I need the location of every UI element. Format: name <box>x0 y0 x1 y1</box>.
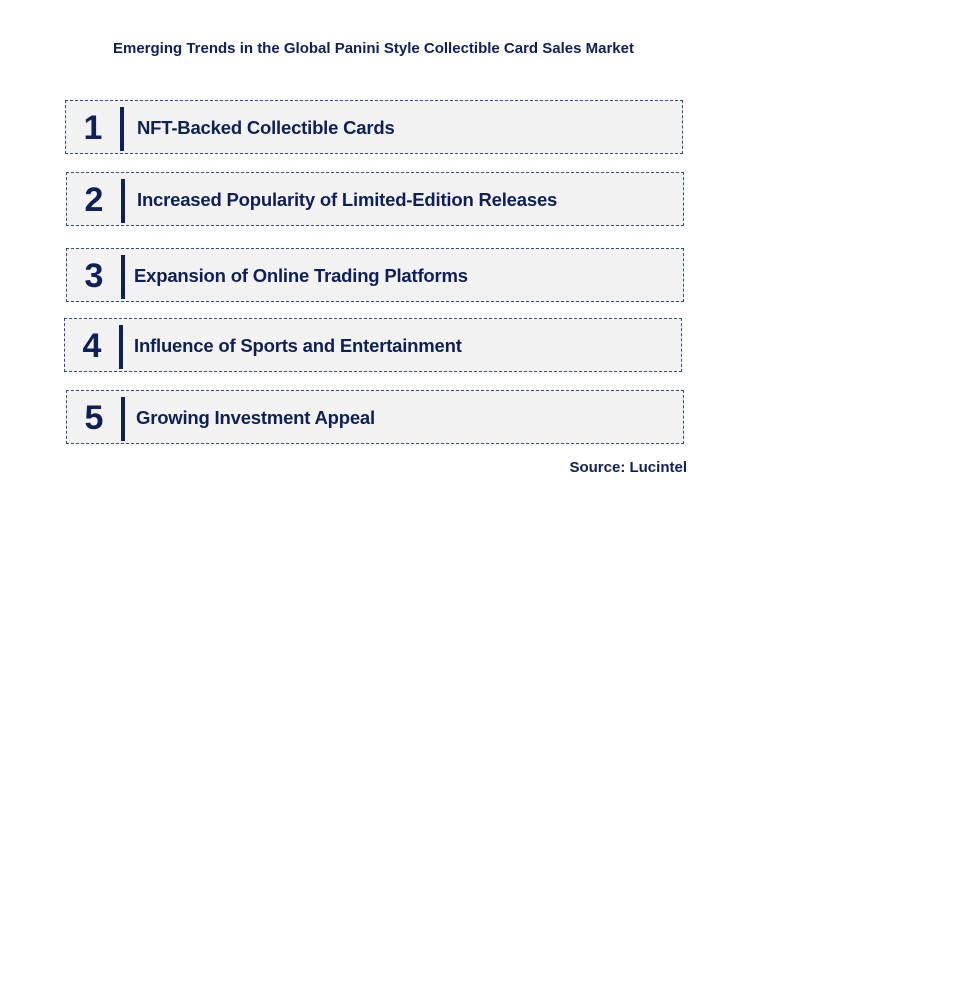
trend-label-5: Growing Investment Appeal <box>136 407 375 428</box>
trend-number-3: 3 <box>84 257 104 295</box>
trend-divider-4 <box>119 325 123 369</box>
trend-box-5 <box>66 390 684 444</box>
trend-divider-3 <box>121 255 125 299</box>
trend-number-4: 4 <box>82 327 102 365</box>
trend-divider-5 <box>121 397 125 441</box>
trend-label-1: NFT-Backed Collectible Cards <box>137 117 395 138</box>
trend-label-3: Expansion of Online Trading Platforms <box>134 265 468 286</box>
diagram-title: Emerging Trends in the Global Panini Style Collectible Card Sales Market <box>113 40 634 57</box>
trend-number-5: 5 <box>84 399 104 437</box>
trend-label-4: Influence of Sports and Entertainment <box>134 335 462 356</box>
trend-number-2: 2 <box>84 181 104 219</box>
trend-divider-2 <box>121 179 125 223</box>
trend-divider-1 <box>120 107 124 151</box>
trend-box-2 <box>66 172 684 226</box>
trend-box-3 <box>66 248 684 302</box>
source-label: Source: Lucintel <box>569 459 687 476</box>
trend-label-2: Increased Popularity of Limited-Edition Releases <box>137 189 558 210</box>
trend-number-1: 1 <box>83 109 103 147</box>
trend-box-1 <box>65 100 683 154</box>
trend-box-4 <box>64 318 682 372</box>
